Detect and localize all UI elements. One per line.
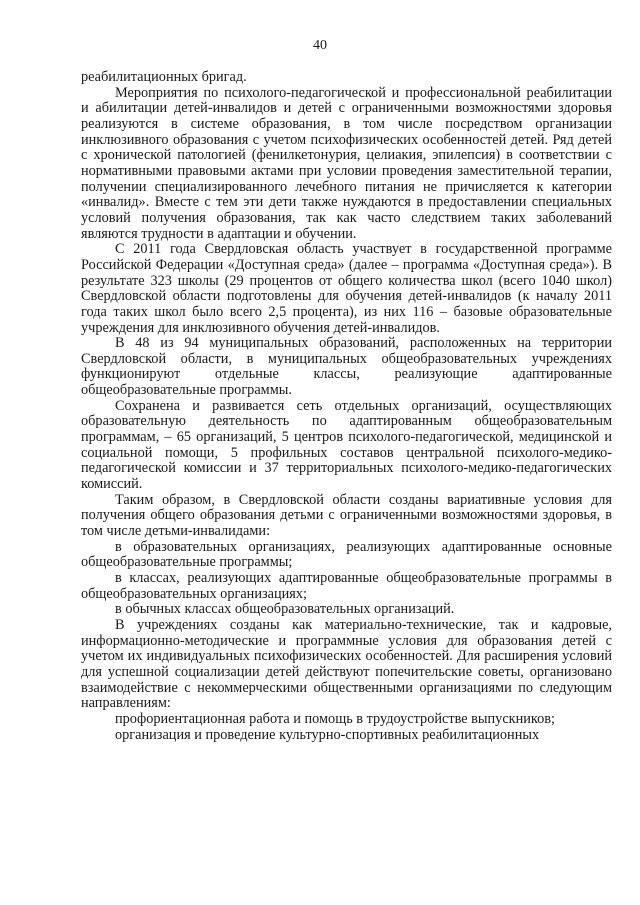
document-body [81,70,612,743]
paragraph: Мероприятия по психолого-педагогической и профессиональной реабилитации и абилитации детей-инвалидов и детей с ограниченными возможностями здоровья реализуются в системе образования, в том числе посредством организации инклюзивного образования с учетом психофизических особенностей детей. Ряд детей с хронической патологией (фенилкетонурия, целиакия, эпилепсия) в соответствии с нормативными правовыми актами при условии проведения заместительной терапии, получении специализированного лечебного питания не причисляется к категории «инвалид». Вместе с тем эти дети также нуждаются в предоставлении специальных условий получения образования, так как часто следствием таких заболеваний являются трудности в адаптации и обучении. [81,84,612,242]
list-item: в образовательных организациях, реализующих адаптированные основные общеобразовательные программы; [81,538,612,571]
page-number: 40 [313,38,327,53]
paragraph: Сохранена и развивается сеть отдельных организаций, осуществляющих образовательную деятельность по адаптированным общеобразовательным программам, – 65 организаций, 5 центров психолого-педагогической, медицинской и социальной помощи, 5 профильных составов центральной психолого-медико-педагогической комиссии и 37 территориальных психолого-медико-педагогических комиссий. [81,397,612,493]
paragraph: Таким образом, в Свердловской области созданы вариативные условия для получения общего образования детьми с ограниченными возможностями здоровья, в том числе детьми-инвалидами: [81,491,612,540]
list-item: профориентационная работа и помощь в трудоустройстве выпускников; [115,710,556,727]
list-item: в классах, реализующих адаптированные общеобразовательные программы в общеобразовательных организациях; [81,570,612,602]
list-item: организация и проведение культурно-спортивных реабилитационных [115,726,540,743]
paragraph: С 2011 года Свердловская область участвует в государственной программе Российской Федерации «Доступная среда» (далее – программа «Доступная среда»). В результате 323 школы (29 процентов от общего количества школ (всего 1040 школ) Свердловской области подготовлены для обучения детей-инвалидов (к началу 2011 года таких школ было всего 2,5 процента), из них 116 – базовые образовательные учреждения для инклюзивного обучения детей-инвалидов. [81,241,612,336]
list-item: в обычных классах общеобразовательных организаций. [115,601,455,618]
paragraph: реабилитационных бригад. [81,69,247,85]
paragraph: В учреждениях созданы как материально-технические, так и кадровые, информационно-методические и программные условия для образования детей с учетом их индивидуальных психофизических особенностей. Для расширения условий для успешной социализации детей действуют попечительские советы, организовано взаимодействие с некоммерческими общественными организациями по следующим направлениям: [81,616,612,712]
paragraph: В 48 из 94 муниципальных образований, расположенных на территории Свердловской области, в муниципальных общеобразовательных учреждениях функционируют отдельные классы, реализующие адаптированные общеобразовательные программы. [81,335,612,399]
